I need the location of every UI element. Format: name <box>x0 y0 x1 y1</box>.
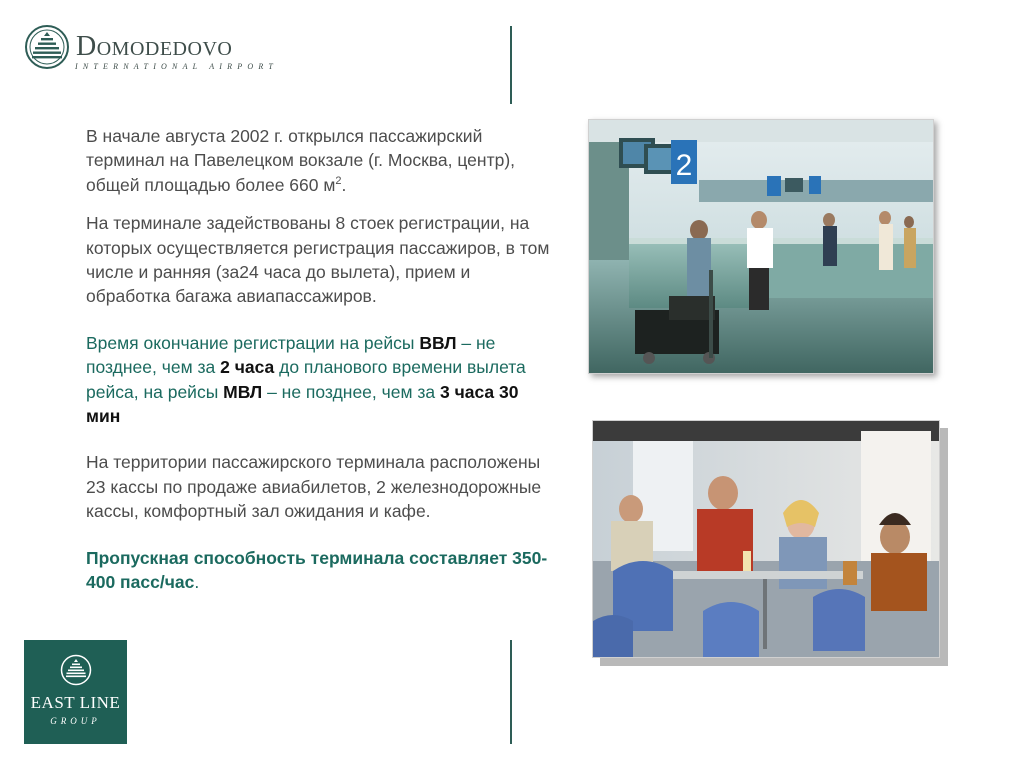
p3-e: до планового времени вылета рейса, на рейсы <box>86 357 526 402</box>
p1-end: . <box>341 174 347 195</box>
paragraph-opening <box>86 124 556 197</box>
checkin-hall-photo <box>588 119 934 374</box>
p1-superscript: 2 <box>335 174 342 187</box>
paragraph-deadline <box>86 331 556 429</box>
checkin-sign-number: 2 <box>675 149 693 182</box>
paragraph-facilities: На территории пассажирского терминала расположены 23 кассы по продаже авиабилетов, 2 железнодорожные кассы, комфортный зал ожидания и кафе. <box>86 452 542 522</box>
checkin-hall-image <box>589 120 934 374</box>
cafe-photo <box>592 420 940 658</box>
main-text <box>86 124 556 609</box>
east-line-group: GROUP <box>50 716 101 726</box>
cafe-image <box>593 421 940 658</box>
east-line-group-badge <box>24 640 127 744</box>
domodedovo-logo <box>24 24 284 80</box>
east-line-emblem-icon <box>60 654 92 686</box>
logo-subtitle: INTERNATIONAL AIRPORT <box>75 62 279 71</box>
p3-domestic-time: 2 часа <box>220 357 275 378</box>
p3-a: Время окончание регистрации на рейсы <box>86 332 420 353</box>
divider-bottom <box>510 640 512 744</box>
p1-text: В начале августа 2002 г. открылся пассажирский терминал на Павелецком вокзале (г. Москва, центр), общей площадью более 660 м <box>86 126 516 195</box>
logo-name: Domodedovo <box>76 31 233 62</box>
p3-g: – не позднее, чем за <box>262 381 440 402</box>
paragraph-capacity <box>86 546 556 595</box>
divider-top <box>510 26 512 104</box>
domodedovo-emblem-icon <box>24 24 70 70</box>
p3-international: МВЛ <box>223 381 263 402</box>
capacity-end: . <box>194 572 200 593</box>
p3-international-time: 3 часа 30 мин <box>86 381 519 427</box>
p3-domestic: ВВЛ <box>419 332 457 353</box>
capacity-text: Пропускная способность терминала составляет 350-400 пасс/час <box>86 547 548 593</box>
east-line-name: EAST LINE <box>30 693 121 712</box>
p3-c: – не позднее, чем за <box>86 332 496 378</box>
paragraph-checkin: На терминале задействованы 8 стоек регистрации, на которых осуществляется регистрация пассажиров, в том числе и ранняя (за24 часа до вылета), прием и обработка багажа авиапассажиров. <box>86 213 550 307</box>
